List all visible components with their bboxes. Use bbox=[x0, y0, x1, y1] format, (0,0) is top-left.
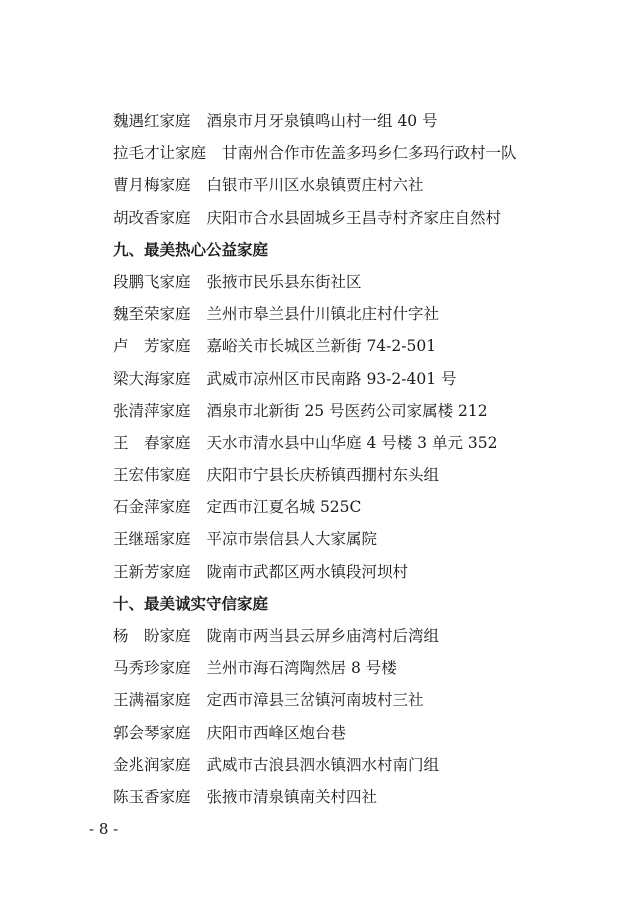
family-name: 石金萍家庭 bbox=[113, 498, 191, 517]
section-heading: 十、最美诚实守信家庭 bbox=[113, 594, 269, 613]
family-entry bbox=[113, 752, 583, 784]
family-entry bbox=[113, 430, 583, 462]
family-entry bbox=[113, 687, 583, 719]
family-entry bbox=[113, 494, 583, 526]
family-address: 庆阳市宁县长庆桥镇西掤村东头组 bbox=[206, 466, 440, 485]
family-name: 梁大海家庭 bbox=[113, 369, 191, 388]
family-entry bbox=[113, 720, 583, 752]
family-address: 武威市凉州区市民南路 93-2-401 号 bbox=[206, 369, 457, 388]
family-entry bbox=[113, 333, 583, 365]
family-name: 王满福家庭 bbox=[113, 691, 191, 710]
document-content bbox=[113, 108, 583, 816]
family-name: 魏至荣家庭 bbox=[113, 305, 191, 324]
family-entry bbox=[113, 366, 583, 398]
family-name: 王宏伟家庭 bbox=[113, 466, 191, 485]
family-entry bbox=[113, 655, 583, 687]
family-entry bbox=[113, 398, 583, 430]
family-address: 定西市漳县三岔镇河南坡村三社 bbox=[206, 691, 424, 710]
family-address: 武威市古浪县泗水镇泗水村南门组 bbox=[206, 755, 440, 774]
family-name: 胡改香家庭 bbox=[113, 208, 191, 227]
family-address: 庆阳市合水县固城乡王昌寺村齐家庄自然村 bbox=[206, 208, 502, 227]
family-address: 兰州市海石湾陶然居 8 号楼 bbox=[206, 659, 397, 678]
family-entry bbox=[113, 172, 583, 204]
family-name: 杨 盼家庭 bbox=[113, 627, 191, 645]
section-heading: 九、最美热心公益家庭 bbox=[113, 240, 269, 259]
family-entry bbox=[113, 301, 583, 333]
family-name: 张清萍家庭 bbox=[113, 401, 191, 420]
family-address: 陇南市武都区两水镇段河坝村 bbox=[206, 562, 409, 581]
family-address: 张掖市民乐县东街社区 bbox=[206, 272, 362, 291]
family-name: 魏遇红家庭 bbox=[113, 112, 191, 130]
family-address: 定西市江夏名城 525C bbox=[206, 498, 362, 517]
family-address: 白银市平川区水泉镇贾庄村六社 bbox=[206, 176, 424, 195]
family-entry bbox=[113, 269, 583, 301]
family-entry bbox=[113, 559, 583, 591]
family-entry bbox=[113, 140, 583, 172]
family-name: 卢 芳家庭 bbox=[113, 337, 191, 356]
family-name: 曹月梅家庭 bbox=[113, 176, 191, 195]
family-entry bbox=[113, 784, 583, 816]
family-name: 金兆润家庭 bbox=[113, 755, 191, 774]
family-name: 王新芳家庭 bbox=[113, 562, 191, 581]
family-address: 甘南州合作市佐盖多玛乡仁多玛行政村一队 bbox=[222, 144, 517, 163]
family-address: 兰州市皋兰县什川镇北庄村什字社 bbox=[206, 305, 440, 324]
family-address: 嘉峪关市长城区兰新街 74-2-501 bbox=[206, 337, 437, 356]
family-name: 郭会琴家庭 bbox=[113, 723, 191, 742]
family-name: 段鹏飞家庭 bbox=[113, 272, 191, 291]
family-address: 天水市清水县中山华庭 4 号楼 3 单元 352 bbox=[206, 433, 498, 452]
family-address: 陇南市两当县云屏乡庙湾村后湾组 bbox=[206, 627, 440, 645]
family-entry bbox=[113, 205, 583, 237]
family-address: 庆阳市西峰区炮台巷 bbox=[206, 723, 347, 742]
family-entry bbox=[113, 108, 583, 140]
family-name: 王 春家庭 bbox=[113, 433, 191, 452]
family-name: 陈玉香家庭 bbox=[113, 787, 191, 806]
family-entry bbox=[113, 526, 583, 558]
family-address: 酒泉市月牙泉镇鸣山村一组 40 号 bbox=[206, 112, 438, 130]
page-number: - 8 - bbox=[89, 820, 119, 838]
family-name: 拉毛才让家庭 bbox=[113, 144, 207, 163]
family-entry bbox=[113, 623, 583, 655]
family-address: 张掖市清泉镇南关村四社 bbox=[206, 787, 378, 806]
family-name: 王继瑶家庭 bbox=[113, 530, 191, 549]
family-address: 平凉市崇信县人大家属院 bbox=[206, 530, 378, 549]
family-entry bbox=[113, 462, 583, 494]
family-name: 马秀珍家庭 bbox=[113, 659, 191, 678]
family-address: 酒泉市北新街 25 号医药公司家属楼 212 bbox=[206, 401, 488, 420]
